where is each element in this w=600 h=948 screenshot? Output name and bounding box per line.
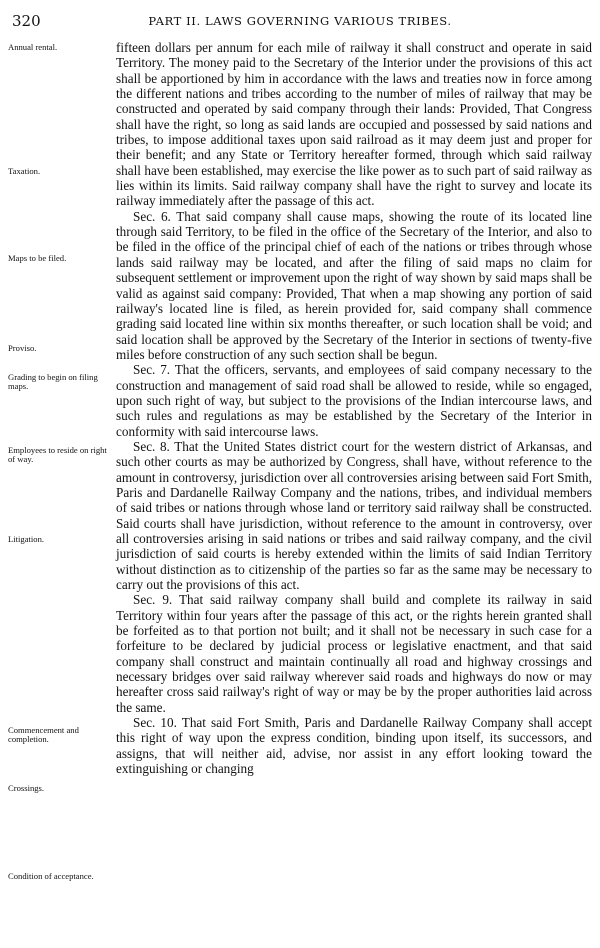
body-text [116, 40, 592, 777]
margin-note-condition: Condition of acceptance. [8, 871, 94, 881]
margin-note-grading: Grading to begin on filing maps. [8, 372, 98, 392]
paragraph-sec5-continued: fifteen dollars per annum for each mile of railway it shall construct and operate in said Territory. The money paid to the Secretary of the Interior under the provisions of this act shall be apportioned by him in accordance with the laws and treaties now in force among the different nations and tribes according to the number of miles of railway that may be constructed and operated by said company through their lands: Provided, That Congress shall have the right, so long as said lands are occupied and possessed by said nations and tribes, to impose additional taxes upon said railroad as it may deem just and proper for their benefit; and any State or Territory hereafter formed, through which said railway shall have been established, may exercise the like power as to such part of said railway as lies within its limits. Said railway company shall have the right to survey and locate its railway immediately after the passage of this act. [116, 40, 592, 209]
page-header [12, 12, 588, 32]
margin-note-commencement: Commencement and completion. [8, 725, 79, 745]
paragraph-sec7: Sec. 7. That the officers, servants, and employees of said company necessary to the construction and management of said road shall be allowed to reside, while so engaged, upon such right of way, but subject to the provisions of the Indian intercourse laws, and such rules and regulations as may be established by the Secretary of the Interior in conformity with said intercourse laws. [116, 362, 592, 439]
page-number: 320 [12, 12, 41, 30]
margin-note-taxation: Taxation. [8, 166, 41, 176]
margin-note-proviso: Proviso. [8, 343, 37, 353]
paragraph-sec6: Sec. 6. That said company shall cause maps, showing the route of its located line through said Territory, to be filed in the office of the Secretary of the Interior, and also to be filed in the office of the principal chief of each of the nations or tribes through whose lands said railway may be located, and after the filing of said maps no claim for subsequent settlement or improvement upon the right of way shown by said maps shall be valid as against said company: Provided, That when a map showing any portion of said railway's located line is filed, as herein provided for, said company shall commence grading said located line within six months thereafter, or such location shall be void; and said location shall be approved by the Secretary of the Interior in sections of twenty-five miles before construction of any such section shall be begun. [116, 208, 592, 362]
running-head: PART II. LAWS GOVERNING VARIOUS TRIBES. [148, 14, 452, 28]
margin-note-annual-rental: Annual rental. [8, 42, 58, 52]
paragraph-sec10: Sec. 10. That said Fort Smith, Paris and Dardanelle Railway Company shall accept this right of way upon the express condition, binding upon itself, its successors, and assigns, that will neither aid, advise, nor assist in any effort looking toward the extinguishing or changing [116, 715, 592, 777]
margin-note-maps-to-be-filed: Maps to be filed. [8, 253, 67, 263]
paragraph-sec8: Sec. 8. That the United States district court for the western district of Arkansas, and such other courts as may be authorized by Congress, shall have, without reference to the amount in controversy, jurisdiction over all controversies arising between said Fort Smith, Paris and Dardanelle Railway Company and the nations, tribes, and individual members of said tribes or nations through whose land or territory said railway shall be constructed. Said courts shall have jurisdiction, without reference to the amount in controversy, over all controversies arising in said nations or tribes and said railway company, and the civil jurisdiction of said courts is hereby extended within the limits of said Indian Territory without distinction as to citizenship of the parties so far as the same may be necessary to carry out the provisions of this act. [116, 438, 592, 593]
margin-note-crossings: Crossings. [8, 783, 45, 793]
margin-note-litigation: Litigation. [8, 534, 45, 544]
paragraph-sec9: Sec. 9. That said railway company shall build and complete its railway in said Territory within four years after the passage of this act, or the rights herein granted shall be forfeited as to that portion not built; and it shall not be necessary in such case for a forfeiture to be declared by judicial process or legislative enactment, and that said company shall construct and maintain continually all road and highway crossings and necessary bridges over said railway wherever said roads and highways do now or may hereafter cross said railway's right of way or may be by the proper authorities laid across the same. [116, 592, 592, 715]
margin-note-employees: Employees to reside on right of way. [8, 445, 107, 465]
